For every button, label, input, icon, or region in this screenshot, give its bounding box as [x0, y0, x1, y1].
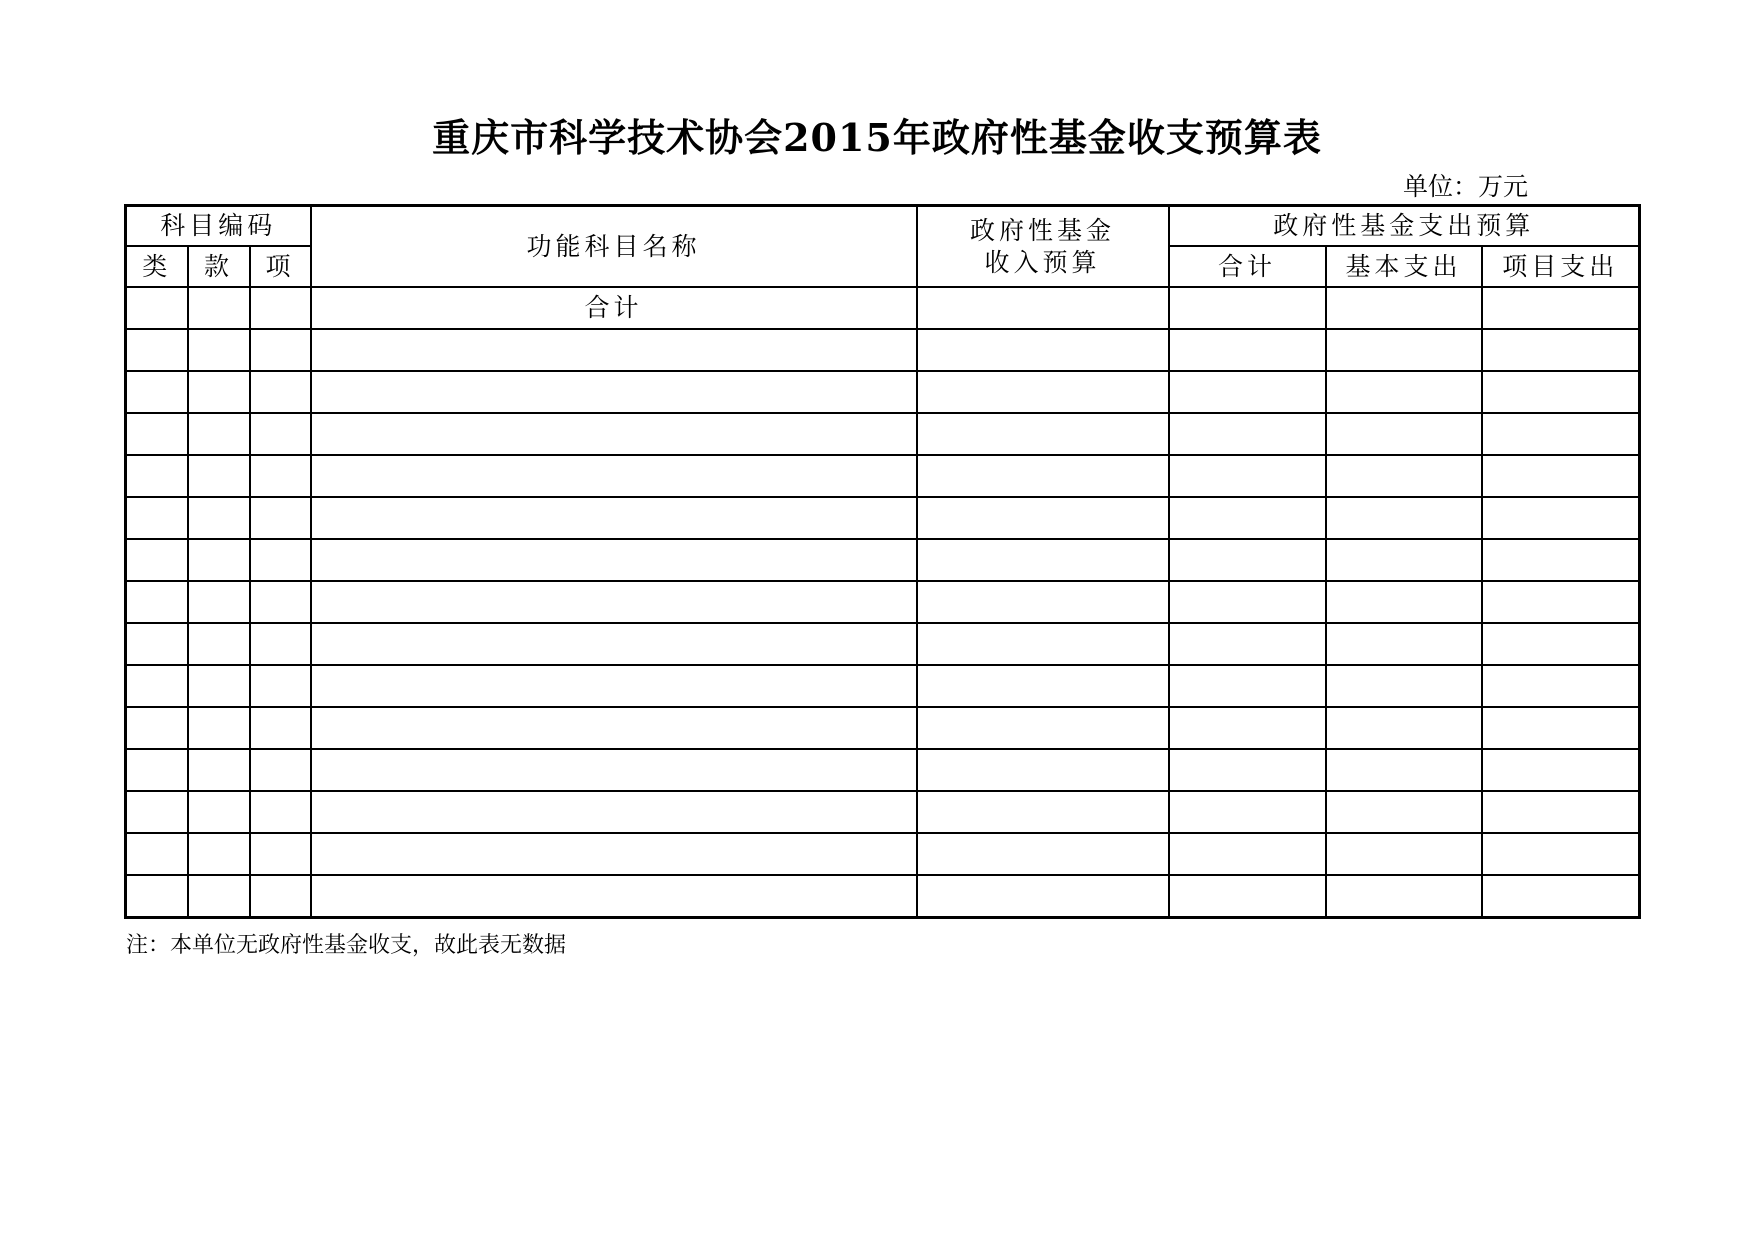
cell-basic-expense [1326, 371, 1482, 413]
cell-basic-expense [1326, 455, 1482, 497]
cell-section [188, 287, 250, 329]
cell-class [126, 749, 188, 791]
cell-class [126, 539, 188, 581]
cell-class [126, 497, 188, 539]
cell-income-budget [917, 371, 1169, 413]
table-row [126, 329, 1640, 371]
cell-basic-expense [1326, 413, 1482, 455]
header-basic-expense: 基本支出 [1326, 246, 1482, 287]
cell-item [250, 665, 311, 707]
table-row [126, 791, 1640, 833]
cell-item [250, 875, 311, 918]
cell-class [126, 875, 188, 918]
cell-section [188, 455, 250, 497]
cell-basic-expense [1326, 875, 1482, 918]
unit-label: 单位：万元 [1403, 172, 1529, 201]
cell-function-name [311, 623, 917, 665]
cell-project-expense [1482, 371, 1640, 413]
header-row-1 [126, 206, 1640, 247]
cell-income-budget [917, 455, 1169, 497]
cell-class [126, 665, 188, 707]
cell-project-expense [1482, 539, 1640, 581]
cell-class [126, 707, 188, 749]
cell-expense-total [1169, 581, 1326, 623]
cell-basic-expense [1326, 665, 1482, 707]
cell-income-budget [917, 581, 1169, 623]
cell-function-name: 合计 [311, 287, 917, 329]
cell-expense-total [1169, 539, 1326, 581]
cell-expense-total [1169, 287, 1326, 329]
cell-function-name [311, 497, 917, 539]
cell-expense-total [1169, 749, 1326, 791]
cell-function-name [311, 875, 917, 918]
cell-item [250, 707, 311, 749]
header-income-budget-line1: 政府性基金 [970, 215, 1116, 245]
table-row [126, 287, 1640, 329]
cell-income-budget [917, 749, 1169, 791]
cell-item [250, 497, 311, 539]
table-row [126, 581, 1640, 623]
table-row [126, 371, 1640, 413]
table-row [126, 623, 1640, 665]
cell-item [250, 539, 311, 581]
cell-class [126, 371, 188, 413]
cell-expense-total [1169, 455, 1326, 497]
header-class: 类 [126, 246, 188, 287]
table-row [126, 497, 1640, 539]
cell-income-budget [917, 413, 1169, 455]
cell-class [126, 623, 188, 665]
cell-project-expense [1482, 665, 1640, 707]
table-row [126, 833, 1640, 875]
cell-function-name [311, 707, 917, 749]
cell-basic-expense [1326, 581, 1482, 623]
header-income-budget [917, 206, 1169, 288]
cell-project-expense [1482, 413, 1640, 455]
cell-function-name [311, 581, 917, 623]
cell-section [188, 539, 250, 581]
cell-function-name [311, 665, 917, 707]
cell-project-expense [1482, 623, 1640, 665]
cell-expense-total [1169, 791, 1326, 833]
cell-basic-expense [1326, 329, 1482, 371]
cell-class [126, 329, 188, 371]
cell-project-expense [1482, 287, 1640, 329]
header-expense-total: 合计 [1169, 246, 1326, 287]
cell-basic-expense [1326, 791, 1482, 833]
cell-class [126, 287, 188, 329]
table-row [126, 455, 1640, 497]
cell-expense-total [1169, 833, 1326, 875]
cell-expense-total [1169, 875, 1326, 918]
cell-income-budget [917, 665, 1169, 707]
cell-income-budget [917, 329, 1169, 371]
cell-income-budget [917, 539, 1169, 581]
cell-expense-total [1169, 371, 1326, 413]
cell-item [250, 833, 311, 875]
cell-project-expense [1482, 791, 1640, 833]
cell-project-expense [1482, 497, 1640, 539]
cell-item [250, 623, 311, 665]
cell-item [250, 791, 311, 833]
cell-section [188, 665, 250, 707]
cell-item [250, 287, 311, 329]
cell-basic-expense [1326, 497, 1482, 539]
cell-function-name [311, 833, 917, 875]
cell-section [188, 707, 250, 749]
page-title: 重庆市科学技术协会2015年政府性基金收支预算表 [432, 115, 1322, 160]
cell-basic-expense [1326, 287, 1482, 329]
cell-project-expense [1482, 329, 1640, 371]
cell-expense-total [1169, 497, 1326, 539]
cell-income-budget [917, 287, 1169, 329]
table-row [126, 665, 1640, 707]
footnote: 注：本单位无政府性基金收支，故此表无数据 [126, 933, 567, 958]
cell-section [188, 413, 250, 455]
table-body [126, 206, 1640, 918]
cell-section [188, 875, 250, 918]
cell-section [188, 749, 250, 791]
cell-basic-expense [1326, 623, 1482, 665]
cell-section [188, 833, 250, 875]
cell-function-name [311, 539, 917, 581]
cell-function-name [311, 413, 917, 455]
cell-function-name [311, 749, 917, 791]
cell-project-expense [1482, 749, 1640, 791]
cell-income-budget [917, 707, 1169, 749]
table-row [126, 875, 1640, 918]
cell-section [188, 329, 250, 371]
cell-project-expense [1482, 455, 1640, 497]
cell-class [126, 833, 188, 875]
cell-expense-total [1169, 707, 1326, 749]
cell-class [126, 413, 188, 455]
cell-item [250, 749, 311, 791]
header-income-budget-line2: 收入预算 [984, 247, 1101, 277]
cell-project-expense [1482, 581, 1640, 623]
cell-class [126, 581, 188, 623]
cell-item [250, 455, 311, 497]
cell-item [250, 581, 311, 623]
cell-function-name [311, 455, 917, 497]
cell-basic-expense [1326, 707, 1482, 749]
cell-section [188, 623, 250, 665]
cell-expense-total [1169, 413, 1326, 455]
budget-table [124, 204, 1641, 919]
cell-item [250, 371, 311, 413]
header-expense-budget: 政府性基金支出预算 [1169, 206, 1640, 247]
cell-income-budget [917, 791, 1169, 833]
cell-expense-total [1169, 623, 1326, 665]
cell-section [188, 497, 250, 539]
table-row [126, 539, 1640, 581]
cell-income-budget [917, 623, 1169, 665]
cell-item [250, 413, 311, 455]
table-row [126, 413, 1640, 455]
cell-class [126, 455, 188, 497]
header-subject-code: 科目编码 [126, 206, 311, 247]
header-project-expense: 项目支出 [1482, 246, 1640, 287]
cell-class [126, 791, 188, 833]
cell-section [188, 581, 250, 623]
cell-function-name [311, 791, 917, 833]
header-item: 项 [250, 246, 311, 287]
cell-project-expense [1482, 707, 1640, 749]
cell-section [188, 371, 250, 413]
cell-item [250, 329, 311, 371]
cell-function-name [311, 329, 917, 371]
header-function-name: 功能科目名称 [311, 206, 917, 288]
table-row [126, 707, 1640, 749]
cell-income-budget [917, 497, 1169, 539]
table-row [126, 749, 1640, 791]
cell-income-budget [917, 875, 1169, 918]
cell-expense-total [1169, 665, 1326, 707]
cell-basic-expense [1326, 539, 1482, 581]
cell-function-name [311, 371, 917, 413]
cell-income-budget [917, 833, 1169, 875]
header-section: 款 [188, 246, 250, 287]
cell-expense-total [1169, 329, 1326, 371]
cell-basic-expense [1326, 833, 1482, 875]
cell-project-expense [1482, 875, 1640, 918]
cell-basic-expense [1326, 749, 1482, 791]
cell-section [188, 791, 250, 833]
cell-project-expense [1482, 833, 1640, 875]
